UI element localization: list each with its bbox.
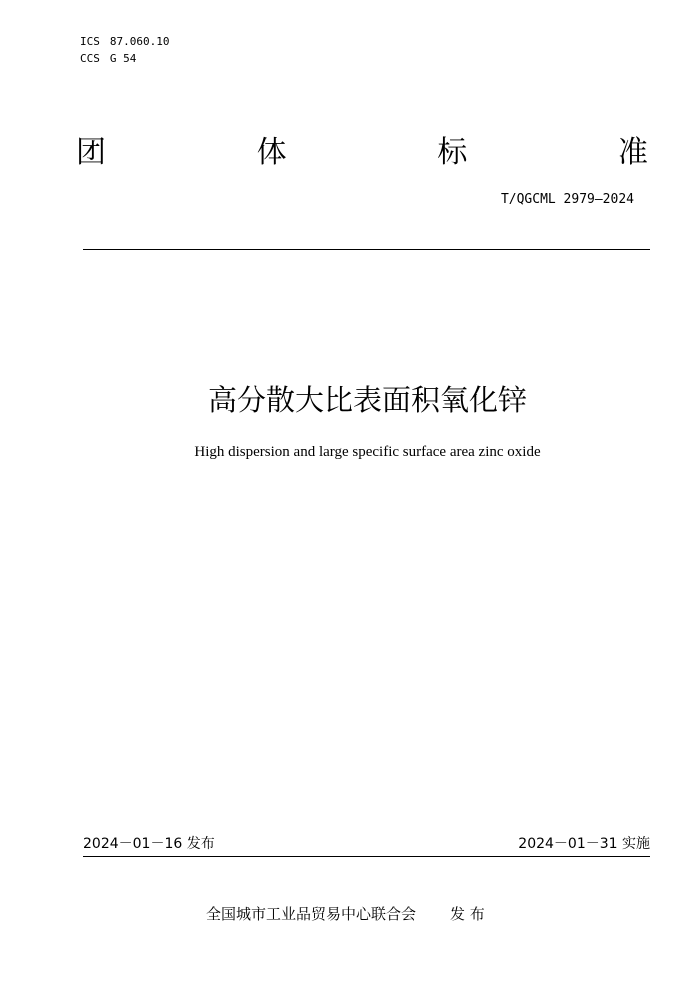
bottom-divider (83, 856, 650, 857)
publisher-line (206, 905, 485, 923)
implementation-date: 2024－01－31 实施 (518, 836, 650, 852)
ics-code: 87.060.10 (109, 35, 170, 48)
banner-char-1: 团 (76, 135, 106, 170)
document-title-english: High dispersion and large specific surface area zinc oxide (194, 444, 541, 460)
standard-type-banner (76, 135, 648, 171)
top-divider (83, 249, 650, 250)
document-title-chinese: 高分散大比表面积氧化锌 (207, 383, 527, 417)
ccs-label: CCS (80, 52, 100, 65)
ccs-code: G 54 (109, 52, 137, 65)
ccs-line (80, 52, 136, 66)
standard-number: T/QGCML 2979—2024 (500, 192, 634, 207)
banner-char-4: 准 (617, 135, 648, 170)
issue-date: 2024－01－16 发布 (83, 836, 215, 852)
publisher-name: 全国城市工业品贸易中心联合会 (206, 905, 417, 923)
banner-char-3: 标 (437, 135, 468, 170)
ics-line (80, 35, 169, 49)
banner-char-2: 体 (256, 135, 287, 170)
ics-label: ICS (80, 35, 100, 48)
publisher-action: 发 布 (450, 905, 485, 923)
